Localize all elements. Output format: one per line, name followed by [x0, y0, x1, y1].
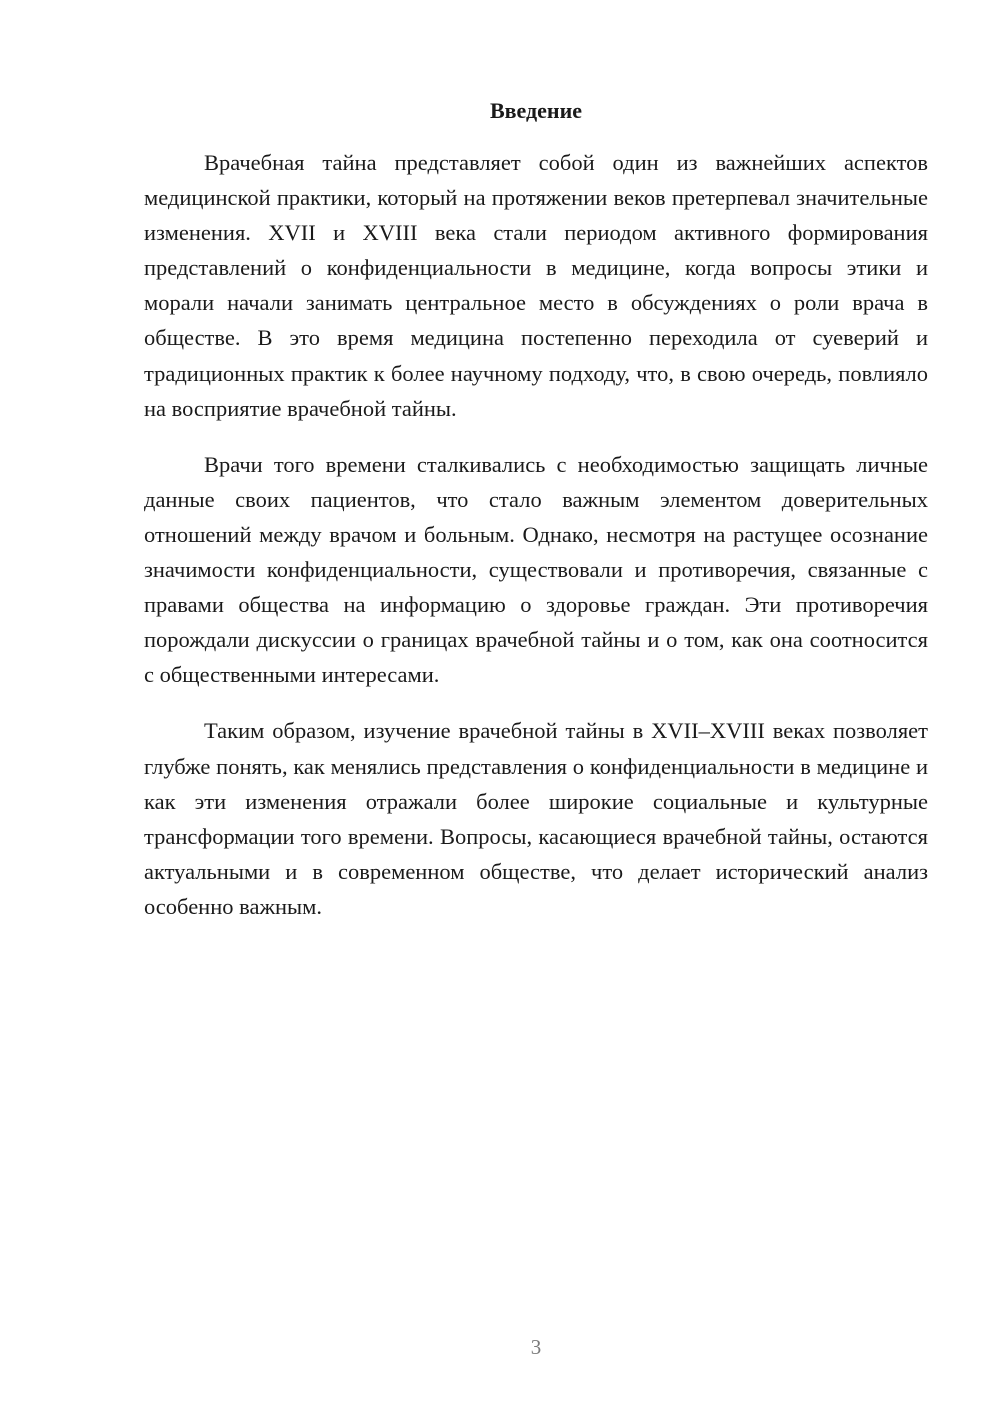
- paragraph-2: Врачи того времени сталкивались с необходимостью защищать личные данные своих пациентов, что стало важным элементом доверительных отношений между врачом и больным. Однако, несмотря на растущее осознание значимости конфиденциальности, существовали и противоречия, связанные с правами общества на информацию о здоровье граждан. Эти противоречия порождали дискуссии о границах врачебной тайны и о том, как она соотносится с общественными интересами.: [144, 451, 928, 688]
- paragraph-3: Таким образом, изучение врачебной тайны в XVII–XVIII веках позволяет глубже понять, как менялись представления о конфиденциальности в медицине и как эти изменения отражали более широкие социальные и культурные трансформации того времени. Вопросы, касающиеся врачебной тайны, остаются актуальными и в современном обществе, что делает исторический анализ особенно важным.: [144, 718, 928, 919]
- section-heading: Введение: [489, 98, 583, 123]
- body-text: [144, 145, 928, 924]
- paragraph-1: Врачебная тайна представляет собой один из важнейших аспектов медицинской практики, который на протяжении веков претерпевал значительные изменения. XVII и XVIII века стали периодом активного формирования представлений о конфиденциальности в медицине, когда вопросы этики и морали начали занимать центральное место в обсуждениях о роли врача в обществе. В это время медицина постепенно переходила от суеверий и традиционных практик к более научному подходу, что, в свою очередь, повлияло на восприятие врачебной тайны.: [144, 150, 928, 421]
- page-number: 3: [530, 1335, 542, 1359]
